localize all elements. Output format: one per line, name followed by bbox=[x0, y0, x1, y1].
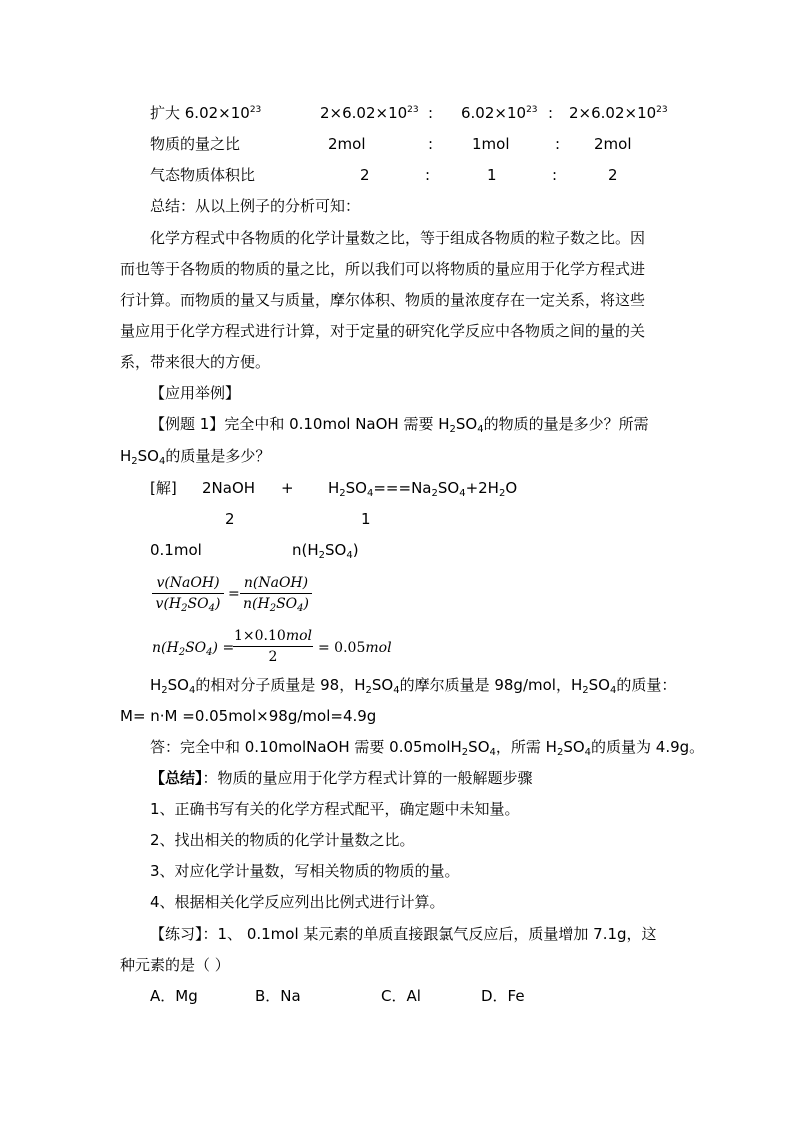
option-a[interactable]: A．Mg bbox=[150, 987, 198, 1005]
row2-sep1: : bbox=[428, 135, 434, 153]
formula-2-fraction bbox=[233, 627, 313, 666]
reactant-naoh: 2NaOH bbox=[202, 479, 256, 497]
formula-1-left-den: $v(H_2SO_4)$ bbox=[155, 596, 221, 614]
solution-equation bbox=[150, 478, 550, 498]
formula-1-right-fraction bbox=[240, 574, 312, 613]
row2-col3: 2mol bbox=[594, 135, 632, 153]
solution-label: [解] bbox=[150, 479, 177, 497]
option-b[interactable]: B．Na bbox=[255, 987, 301, 1005]
formula-2-left: $n(H_2SO_4)$ = bbox=[152, 640, 235, 658]
step-item-1: 1、正确书写有关的化学方程式配平，确定题中未知量。 bbox=[150, 800, 520, 818]
table-row-2 bbox=[150, 134, 690, 154]
step-item-3: 3、对应化学计量数，写相关物质的物质的量。 bbox=[150, 862, 460, 880]
formula-2-num: 1×0.10mol bbox=[234, 628, 312, 644]
option-c[interactable]: C．Al bbox=[381, 987, 421, 1005]
exercise-line-1: 【练习】：1、 0.1mol 某元素的单质直接跟氯气反应后，质量增加 7.1g，这 bbox=[150, 925, 657, 943]
coef-naoh: 2 bbox=[225, 510, 235, 528]
row2-label: 物质的量之比 bbox=[150, 135, 241, 153]
example-1-line-2: $H_2SO_4$的质量是多少？ bbox=[120, 447, 271, 467]
formula-2-result: = 0.05mol bbox=[318, 640, 392, 656]
summary-line-4: 量应用于化学方程式进行计算，对于定量的研究化学反应中各物质之间的量的关 bbox=[120, 322, 646, 340]
step-item-4: 4、根据相关化学反应列出比例式进行计算。 bbox=[150, 893, 445, 911]
row1-label: 扩大 $6.02\times 10^{23}$ bbox=[150, 104, 262, 122]
calc-line-2: M= n·M =0.05mol×98g/mol=4.9g bbox=[120, 707, 377, 725]
option-d[interactable]: D．Fe bbox=[481, 987, 525, 1005]
row3-label: 气态物质体积比 bbox=[150, 166, 256, 184]
row2-col2: 1mol bbox=[472, 135, 510, 153]
coef-h2so4: 1 bbox=[361, 510, 371, 528]
exercise-label: 【练习】 bbox=[150, 925, 203, 943]
answer-line: 答：完全中和 0.10molNaOH 需要 $0.05molH_2SO_4$，所需 $H_2SO_4$的质量为 4.9g。 bbox=[150, 738, 705, 758]
example-1-line-1: 【例题 1】完全中和 0.10mol NaOH 需要 $H_2SO_4$的物质的量是多少？所需 bbox=[150, 415, 649, 435]
summary-title: 总结：从以上例子的分析可知： bbox=[150, 197, 361, 215]
row1-sep1: : bbox=[428, 104, 434, 122]
row3-col3: 2 bbox=[608, 166, 618, 184]
formula-1-left-num: v(NaOH) bbox=[156, 575, 220, 591]
row3-col1: 2 bbox=[360, 166, 370, 184]
step-item-2: 2、找出相关的物质的化学计量数之比。 bbox=[150, 831, 415, 849]
calc-line-1: $H_2SO_4$的相对分子质量是 98，$H_2SO_4$的摩尔质量是 98g/mol，$H_2SO_4$的质量： bbox=[150, 676, 677, 696]
formula-2-den: 2 bbox=[268, 649, 278, 665]
steps-heading: 【总结】：物质的量应用于化学方程式计算的一般解题步骤 bbox=[150, 769, 533, 787]
plus-sign: + bbox=[281, 479, 294, 497]
row3-sep1: : bbox=[425, 166, 431, 184]
summary-line-2: 而也等于各物质的物质的量之比，所以我们可以将物质的量应用于化学方程式进 bbox=[120, 260, 646, 278]
summary-line-3: 行计算。而物质的量又与质量，摩尔体积、物质的量浓度存在一定关系，将这些 bbox=[120, 291, 646, 309]
formula-1-left-fraction bbox=[152, 574, 224, 613]
amount-h2so4: $n(H_2SO_4)$ bbox=[292, 541, 359, 561]
row1-sep2: : bbox=[548, 104, 554, 122]
reaction-rest: $H_2SO_4===Na_2SO_4+2H_2O$ bbox=[328, 479, 518, 499]
formula-1-right-den: $n(H_2SO_4)$ bbox=[243, 596, 309, 614]
row1-col2: $6.02\times 10^{23}$ bbox=[461, 104, 538, 122]
row2-sep2: : bbox=[555, 135, 561, 153]
application-heading: 【应用举例】 bbox=[150, 384, 241, 402]
row2-col1: 2mol bbox=[328, 135, 366, 153]
row3-sep2: : bbox=[552, 166, 558, 184]
summary-line-5: 系，带来很大的方便。 bbox=[120, 353, 271, 371]
exercise-line-2: 种元素的是（ ） bbox=[120, 956, 230, 974]
steps-heading-label: 【总结】 bbox=[150, 769, 203, 787]
row3-col2: 1 bbox=[487, 166, 497, 184]
row1-col3: $2\times 6.02\times 10^{23}$ bbox=[569, 104, 668, 122]
table-row-3 bbox=[150, 165, 690, 185]
amount-naoh: 0.1mol bbox=[150, 541, 202, 559]
row1-col1: $2\times 6.02\times 10^{23}$ bbox=[320, 104, 419, 122]
formula-1-right-num: n(NaOH) bbox=[243, 575, 309, 591]
formula-1-equals: = bbox=[228, 586, 240, 602]
table-row-1 bbox=[150, 103, 690, 123]
summary-line-1: 化学方程式中各物质的化学计量数之比，等于组成各物质的粒子数之比。因 bbox=[150, 229, 646, 247]
